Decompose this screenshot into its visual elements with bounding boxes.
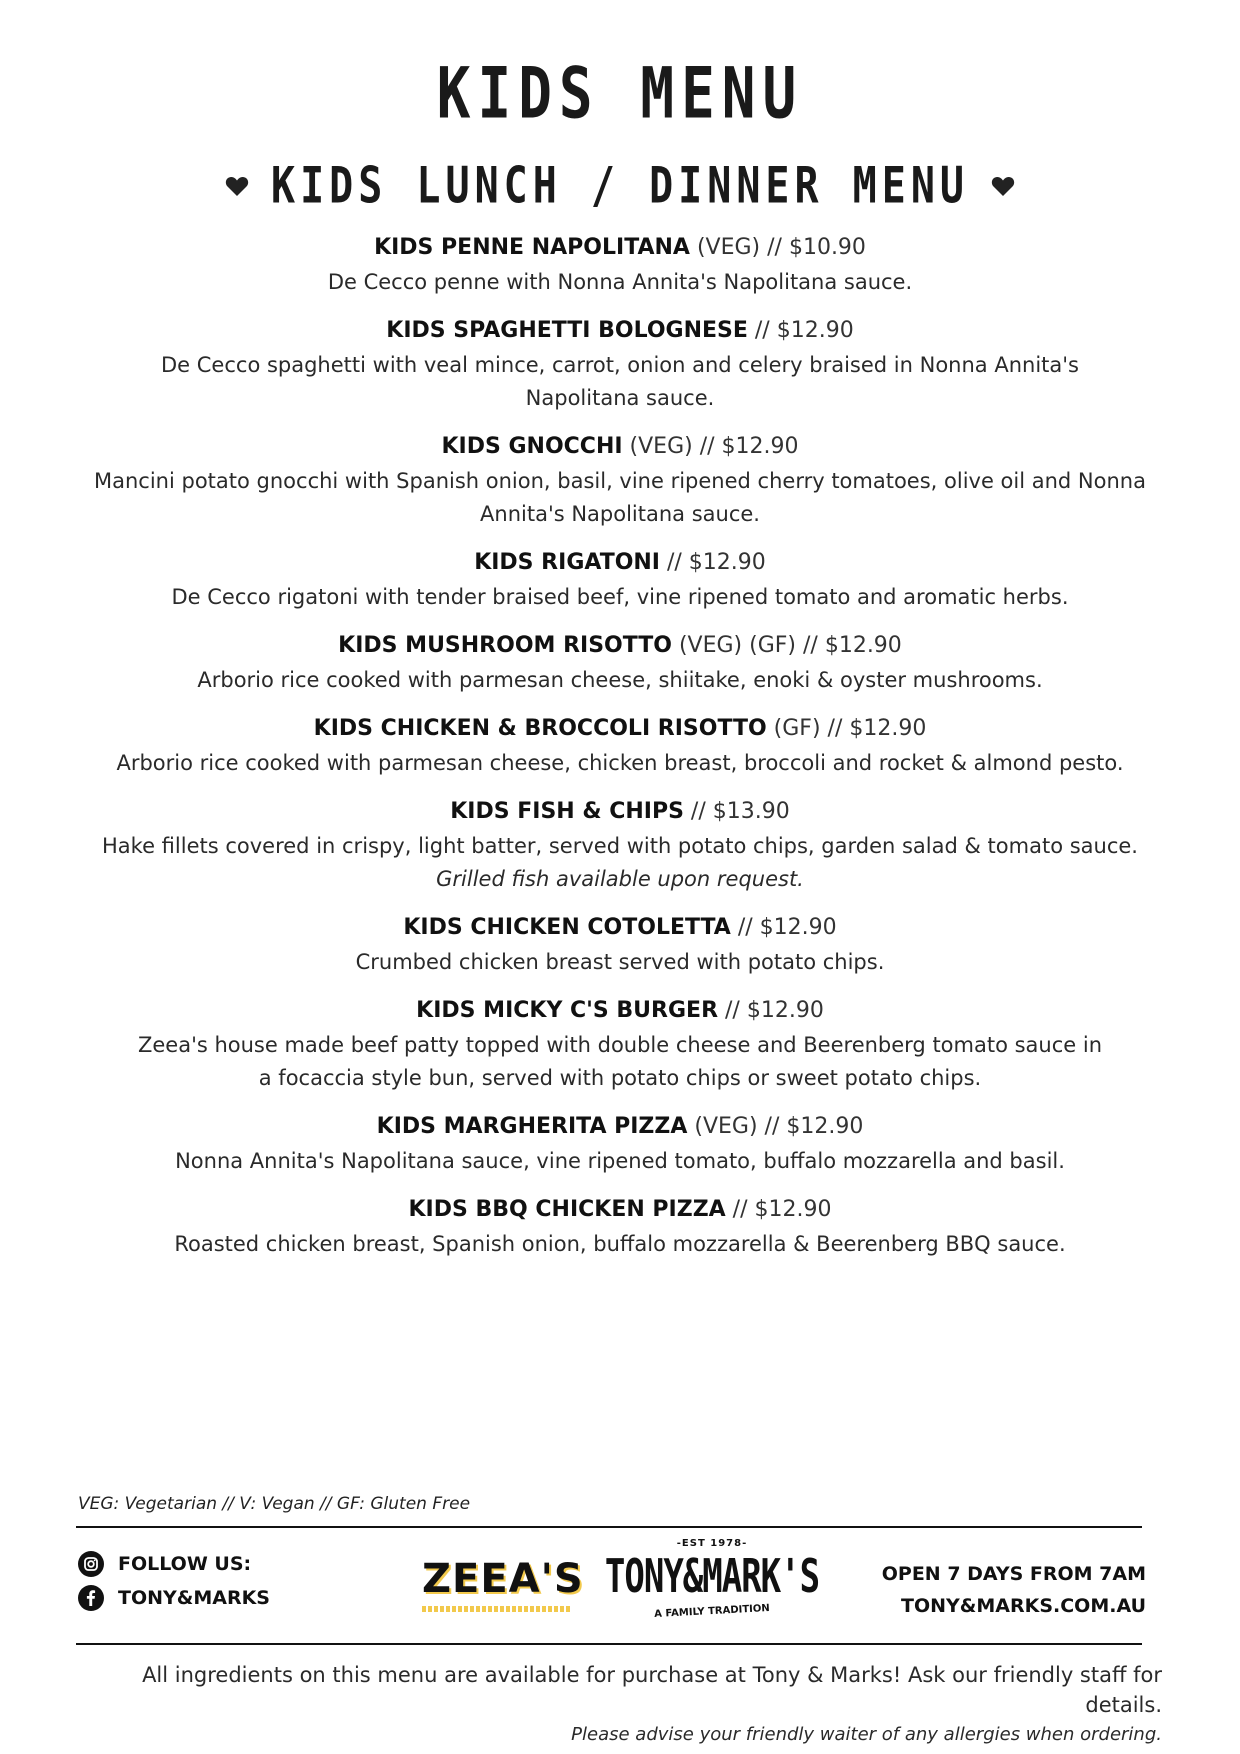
item-dietary-note: (VEG) (GF): [671, 633, 797, 658]
item-price: // $12.90: [725, 1197, 832, 1222]
item-price: // $13.90: [683, 799, 790, 824]
item-dietary-note: (GF): [766, 716, 821, 741]
instagram-icon[interactable]: [78, 1551, 104, 1577]
item-description: Nonna Annita's Napolitana sauce, vine ripened tomato, buffalo mozzarella and basil.: [175, 1149, 1065, 1173]
menu-item: [60, 797, 1180, 896]
item-price: // $12.90: [718, 998, 824, 1023]
item-description: Zeea's house made beef patty topped with double cheese and Beerenberg tomato sauce in a focaccia style bun, served with potato chips or sweet potato chips.: [137, 1033, 1103, 1090]
dietary-legend: VEG: Vegetarian // V: Vegan // GF: Gluten Free: [78, 1494, 471, 1514]
item-name: KIDS MUSHROOM RISOTTO: [338, 633, 672, 658]
item-dietary-note: (VEG): [687, 1114, 758, 1139]
item-name: KIDS RIGATONI: [474, 550, 660, 575]
menu-item: [60, 316, 1180, 415]
menu-items: [60, 233, 1180, 1278]
item-description: Arborio rice cooked with parmesan cheese, chicken breast, broccoli and rocket & almond pesto.: [116, 751, 1124, 775]
website-link[interactable]: TONY&MARKS.COM.AU: [901, 1595, 1146, 1617]
item-name: KIDS CHICKEN & BROCCOLI RISOTTO: [313, 716, 767, 741]
item-price: // $12.90: [796, 633, 902, 658]
divider: [76, 1526, 1142, 1528]
item-name: KIDS SPAGHETTI BOLOGNESE: [386, 318, 748, 343]
item-description: De Cecco penne with Nonna Annita's Napolitana sauce.: [327, 270, 913, 294]
item-price: // $12.90: [692, 434, 799, 459]
divider: [76, 1643, 1142, 1645]
item-name: KIDS MICKY C'S BURGER: [416, 998, 719, 1023]
item-description: Hake fillets covered in crispy, light batter, served with potato chips, garden salad & tomato sauce.: [102, 834, 1138, 858]
menu-item: [60, 631, 1180, 697]
item-description: Roasted chicken breast, Spanish onion, buffalo mozzarella & Beerenberg BBQ sauce.: [174, 1232, 1066, 1256]
item-extra-note: Grilled fish available upon request.: [436, 867, 804, 891]
zeeas-logo-stripe: [422, 1606, 572, 1612]
logo-name: TONY&MARK'S: [604, 1550, 820, 1604]
item-price: // $12.90: [730, 915, 837, 940]
item-description: Arborio rice cooked with parmesan cheese, shiitake, enoki & oyster mushrooms.: [197, 668, 1043, 692]
opening-info: [882, 1558, 1146, 1622]
tony-marks-logo: [600, 1538, 824, 1638]
menu-item: [60, 1112, 1180, 1178]
zeeas-logo: [422, 1556, 584, 1618]
facebook-icon[interactable]: [78, 1585, 104, 1611]
item-name: KIDS GNOCCHI: [441, 434, 623, 459]
item-dietary-note: (VEG): [622, 434, 693, 459]
opening-hours: OPEN 7 DAYS FROM 7AM: [881, 1563, 1146, 1585]
item-name: KIDS CHICKEN COTOLETTA: [403, 915, 731, 940]
item-description: De Cecco spaghetti with veal mince, carrot, onion and celery braised in Nonna Annita's Napolitana sauce.: [161, 353, 1079, 410]
follow-label: FOLLOW US:: [118, 1553, 252, 1575]
page-title: KIDS MENU: [436, 53, 804, 136]
social-handle: TONY&MARKS: [118, 1587, 270, 1609]
item-name: KIDS PENNE NAPOLITANA: [374, 235, 690, 260]
item-price: // $12.90: [747, 318, 854, 343]
section-title: KIDS LUNCH / DINNER MENU: [271, 157, 969, 215]
menu-item: [60, 714, 1180, 780]
section-header: [0, 157, 1240, 215]
menu-item: [60, 233, 1180, 299]
item-price: // $12.90: [820, 716, 927, 741]
item-name: KIDS FISH & CHIPS: [450, 799, 684, 824]
social-block: [78, 1548, 270, 1616]
item-name: KIDS MARGHERITA PIZZA: [376, 1114, 688, 1139]
item-price: // $12.90: [660, 550, 766, 575]
item-dietary-note: (VEG): [689, 235, 761, 260]
item-name: KIDS BBQ CHICKEN PIZZA: [408, 1197, 726, 1222]
menu-item: [60, 996, 1180, 1095]
menu-item: [60, 913, 1180, 979]
zeeas-logo-text: ZEEA'S: [422, 1556, 584, 1602]
item-description: Crumbed chicken breast served with potato chips.: [355, 950, 885, 974]
menu-item: [60, 548, 1180, 614]
item-description: De Cecco rigatoni with tender braised beef, vine ripened tomato and aromatic herbs.: [171, 585, 1069, 609]
logo-est-year: -EST 1978-: [676, 1538, 748, 1549]
item-price: // $12.90: [757, 1114, 864, 1139]
heart-icon: [225, 175, 249, 197]
menu-item: [60, 1195, 1180, 1261]
allergy-note: Please advise your friendly waiter of any allergies when ordering.: [571, 1724, 1162, 1745]
footer: [60, 1660, 1162, 1750]
item-price: // $10.90: [760, 235, 866, 260]
logo-tagline: A FAMILY TRADITION: [654, 1602, 770, 1621]
footer-note: All ingredients on this menu are available for purchase at Tony & Marks! Ask our friendly staff for details.: [142, 1663, 1162, 1717]
item-description: Mancini potato gnocchi with Spanish onion, basil, vine ripened cherry tomatoes, olive oil and Nonna Annita's Napolitana sauce.: [94, 469, 1146, 526]
menu-item: [60, 432, 1180, 531]
heart-icon: [991, 175, 1015, 197]
